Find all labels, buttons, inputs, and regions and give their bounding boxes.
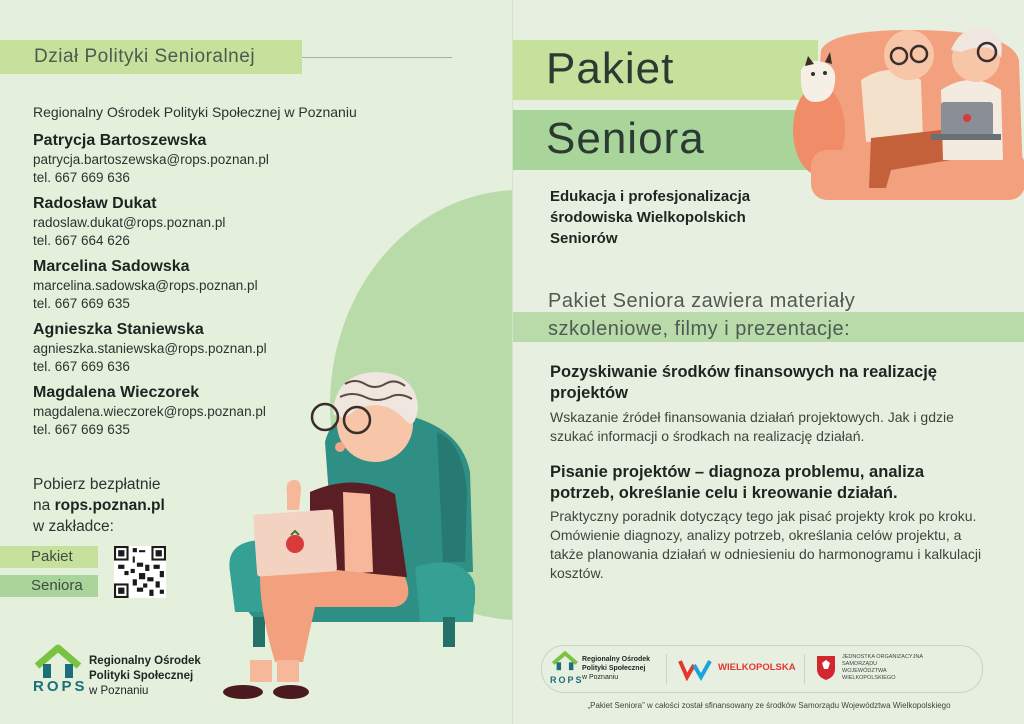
right-panel [512, 0, 1024, 724]
title-line-1: Pakiet [546, 44, 675, 93]
rops-line-3: w Poznaniu [582, 674, 619, 681]
rops-name [89, 654, 239, 699]
tab-pakiet [0, 546, 98, 568]
intro-line-1: Pakiet Seniora zawiera materiały [548, 290, 856, 312]
contact-phone: tel. 667 669 635 [33, 296, 130, 311]
contact-card [33, 257, 258, 313]
contact-phone: tel. 667 669 636 [33, 170, 130, 185]
intro-text [548, 287, 855, 343]
download-line-2 [33, 495, 165, 516]
contact-email[interactable]: marcelina.sadowska@rops.poznan.pl [33, 278, 258, 293]
rops-line-2: Polityki Społecznej [582, 665, 646, 672]
jo-line-3: WOJEWÓDZTWA [842, 668, 887, 674]
rops-abbreviation: ROPS [33, 678, 88, 695]
rops-name [582, 655, 650, 682]
rops-line-2: Polityki Społecznej [89, 670, 194, 682]
section-body: Praktyczny poradnik dotyczący tego jak pisać projekty krok po kroku. Omówienie diagnozy, analizy potrzeb, określania celów projektu, a także planowania działań w odniesieniu do harmonogramu i kalkulacji kosztów. [550, 508, 982, 581]
contact-name: Radosław Dukat [33, 195, 157, 212]
contact-name: Patrycja Bartoszewska [33, 132, 207, 149]
logo-divider [666, 654, 667, 684]
jo-line-2: SAMORZĄDU [842, 661, 878, 667]
footer-logos [541, 645, 983, 693]
jo-line-1: JEDNOSTKA ORGANIZACYJNA [842, 654, 923, 660]
rops-house-icon [550, 650, 580, 678]
tab-seniora [0, 575, 98, 597]
contact-phone: tel. 667 669 636 [33, 359, 130, 374]
jo-line-4: WIELKOPOLSKIEGO [842, 675, 896, 681]
senior-woman-armchair-illustration [215, 362, 485, 707]
rops-abbreviation: ROPS [550, 675, 584, 685]
logo-divider [804, 654, 805, 684]
rops-line-3: w Poznaniu [89, 685, 149, 697]
download-info [33, 474, 165, 537]
intro-line-2: szkoleniowe, filmy i prezentacje: [548, 318, 851, 340]
title-band-1 [513, 40, 818, 100]
download-site-link[interactable]: rops.poznan.pl [54, 497, 165, 514]
wielkopolska-w-icon [678, 657, 712, 681]
wielkopolska-label: WIELKOPOLSKA [718, 662, 796, 673]
department-label: Dział Polityki Senioralnej [34, 46, 256, 67]
tab-label: Seniora [31, 577, 83, 594]
department-tag [0, 40, 302, 74]
subtitle: Edukacja i profesjonalizacja środowiska Wielkopolskich Seniorów [550, 188, 751, 247]
title-band-2 [513, 110, 818, 170]
contact-name: Marcelina Sadowska [33, 258, 190, 275]
contact-email[interactable]: patrycja.bartoszewska@rops.poznan.pl [33, 152, 269, 167]
download-line-1: Pobierz bezpłatnie [33, 476, 161, 493]
tab-label: Pakiet [31, 548, 73, 565]
contact-email[interactable]: agnieszka.staniewska@rops.poznan.pl [33, 341, 267, 356]
contact-name: Agnieszka Staniewska [33, 321, 204, 338]
section-title: Pisanie projektów – diagnoza problemu, analiza potrzeb, określanie celu i kreowanie działań. [550, 463, 925, 502]
divider-line [302, 57, 452, 58]
contact-name: Magdalena Wieczorek [33, 384, 200, 401]
section-title: Pozyskiwanie środków finansowych na realizację projektów [550, 363, 937, 402]
contact-phone: tel. 667 669 635 [33, 422, 130, 437]
coat-of-arms-icon [816, 655, 836, 681]
contact-phone: tel. 667 664 626 [33, 233, 130, 248]
footer-note: „Pakiet Seniora” w całości został sfinansowany ze środków Samorządu Województwa Wielkopolskiego [587, 701, 951, 710]
contact-email[interactable]: radoslaw.dukat@rops.poznan.pl [33, 215, 226, 230]
section-body: Wskazanie źródeł finansowania działań projektowych. Jak i gdzie szukać informacji o środkach na realizację działań. [550, 409, 954, 444]
contact-email[interactable]: magdalena.wieczorek@rops.poznan.pl [33, 404, 266, 419]
qr-code-icon[interactable] [114, 546, 166, 598]
download-line-3: w zakładce: [33, 518, 114, 535]
title-line-2: Seniora [546, 114, 705, 163]
rops-line-1: Regionalny Ośrodek [89, 655, 201, 667]
organization-name: Regionalny Ośrodek Polityki Społecznej w Poznaniu [33, 104, 357, 120]
senior-couple-sofa-illustration [791, 10, 1024, 220]
rops-line-1: Regionalny Ośrodek [582, 656, 651, 663]
download-prefix: na [33, 497, 55, 514]
contact-card [33, 194, 225, 250]
contact-card [33, 131, 269, 187]
jo-text [842, 654, 923, 682]
